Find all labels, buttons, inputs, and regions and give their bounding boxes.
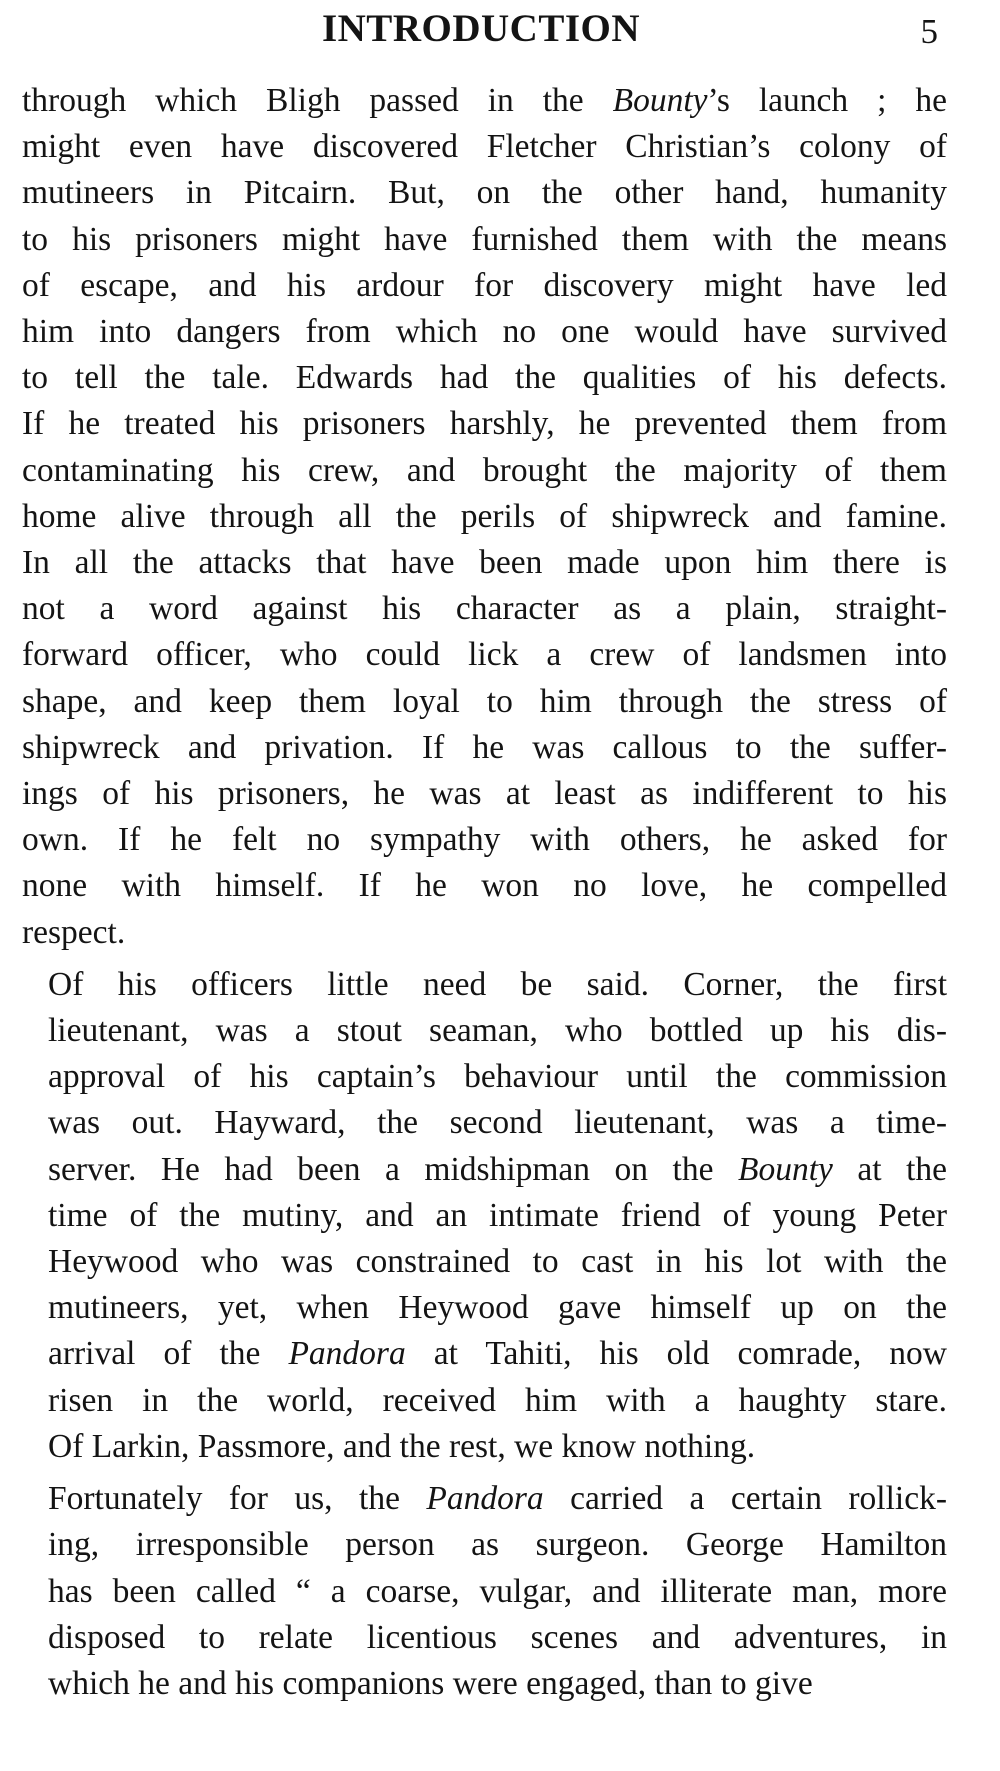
text-run: respect. bbox=[22, 913, 126, 951]
text-line bbox=[22, 1424, 947, 1470]
text-run: In all the attacks that have been made upon him there is bbox=[22, 544, 947, 582]
text-run: Of Larkin, Passmore, and the rest, we know nothing. bbox=[48, 1427, 756, 1465]
text-run: lieutenant, was a stout seaman, who bottled up his dis- bbox=[48, 1012, 947, 1050]
text-run: not a word against his character as a plain, straight- bbox=[22, 590, 947, 628]
text-run: contaminating his crew, and brought the majority of them bbox=[22, 451, 947, 489]
text-run: own. If he felt no sympathy with others, he asked for bbox=[22, 821, 947, 859]
text-run: at the bbox=[832, 1150, 947, 1188]
text-line bbox=[22, 1285, 947, 1331]
italic-ship-name: Bounty bbox=[738, 1150, 833, 1188]
text-line bbox=[22, 78, 947, 124]
text-line bbox=[22, 1331, 947, 1377]
text-run: Fortunately for us, the bbox=[48, 1480, 427, 1518]
text-line bbox=[22, 771, 947, 817]
italic-ship-name: Pandora bbox=[426, 1480, 544, 1518]
text-line bbox=[22, 679, 947, 725]
text-run: was out. Hayward, the second lieutenant, was a time- bbox=[48, 1104, 947, 1142]
text-run: shipwreck and privation. If he was callous to the suffer- bbox=[22, 728, 947, 766]
paragraph bbox=[22, 1476, 947, 1707]
text-line bbox=[22, 1569, 947, 1615]
text-run: shape, and keep them loyal to him through the stress of bbox=[22, 682, 947, 720]
text-line bbox=[22, 263, 947, 309]
text-line bbox=[22, 494, 947, 540]
text-line bbox=[22, 540, 947, 586]
text-line bbox=[22, 586, 947, 632]
text-run: ing, irresponsible person as surgeon. George Hamilton bbox=[48, 1526, 947, 1564]
text-line bbox=[22, 1476, 947, 1522]
text-run: Of his officers little need be said. Corner, the first bbox=[48, 965, 947, 1003]
text-run: mutineers, yet, when Heywood gave himself up on the bbox=[48, 1289, 947, 1327]
text-run: If he treated his prisoners harshly, he prevented them from bbox=[22, 405, 947, 443]
body-text bbox=[22, 78, 947, 1707]
text-line bbox=[22, 863, 947, 909]
text-run: mutineers in Pitcairn. But, on the other hand, humanity bbox=[22, 174, 947, 212]
text-run: home alive through all the perils of shipwreck and famine. bbox=[22, 497, 947, 535]
text-line bbox=[22, 1147, 947, 1193]
text-line bbox=[22, 1661, 947, 1707]
text-run: of escape, and his ardour for discovery might have led bbox=[22, 266, 947, 304]
text-line bbox=[22, 448, 947, 494]
text-run: arrival of the bbox=[48, 1335, 289, 1373]
text-line bbox=[22, 170, 947, 216]
italic-ship-name: Pandora bbox=[288, 1335, 406, 1373]
text-line bbox=[22, 1615, 947, 1661]
italic-ship-name: Bounty bbox=[612, 82, 708, 119]
paragraph bbox=[22, 962, 947, 1470]
text-run: time of the mutiny, and an intimate friend of young Peter bbox=[48, 1196, 947, 1234]
text-line bbox=[22, 910, 947, 956]
text-line bbox=[22, 1193, 947, 1239]
text-run: carried a certain rollick- bbox=[543, 1480, 947, 1518]
text-line bbox=[22, 1378, 947, 1424]
chapter-title: INTRODUCTION bbox=[321, 7, 641, 50]
text-run: risen in the world, received him with a haughty stare. bbox=[48, 1381, 947, 1419]
text-line bbox=[22, 1239, 947, 1285]
text-line bbox=[22, 124, 947, 170]
text-run: Heywood who was constrained to cast in his lot with the bbox=[48, 1243, 947, 1281]
text-run: has been called “ a coarse, vulgar, and illiterate man, more bbox=[48, 1572, 947, 1610]
paragraph bbox=[22, 78, 947, 956]
text-line bbox=[22, 1522, 947, 1568]
text-line bbox=[22, 355, 947, 401]
text-run: might even have discovered Fletcher Christian’s colony of bbox=[22, 128, 947, 166]
text-run: ings of his prisoners, he was at least as indifferent to his bbox=[22, 775, 947, 813]
text-run: ’s launch ; he bbox=[707, 82, 947, 119]
text-line bbox=[22, 401, 947, 447]
text-run: approval of his captain’s behaviour until the commission bbox=[48, 1058, 947, 1096]
text-run: him into dangers from which no one would have survived bbox=[22, 313, 947, 351]
text-run: at Tahiti, his old comrade, now bbox=[405, 1335, 947, 1373]
text-line bbox=[22, 1054, 947, 1100]
text-run: disposed to relate licentious scenes and adventures, in bbox=[48, 1618, 947, 1656]
text-run: none with himself. If he won no love, he compelled bbox=[22, 867, 947, 905]
text-line bbox=[22, 962, 947, 1008]
text-run: to tell the tale. Edwards had the qualities of his defects. bbox=[22, 359, 947, 397]
text-line bbox=[22, 817, 947, 863]
text-run: forward officer, who could lick a crew of landsmen into bbox=[22, 636, 947, 674]
text-line bbox=[22, 217, 947, 263]
text-line bbox=[22, 725, 947, 771]
text-run: through which Bligh passed in the bbox=[22, 82, 613, 119]
text-run: which he and his companions were engaged, than to give bbox=[48, 1664, 813, 1702]
text-line bbox=[22, 1008, 947, 1054]
running-head bbox=[0, 6, 1000, 58]
text-run: server. He had been a midshipman on the bbox=[48, 1150, 738, 1188]
text-line bbox=[22, 632, 947, 678]
page-number: 5 bbox=[920, 12, 938, 51]
text-run: to his prisoners might have furnished them with the means bbox=[22, 220, 947, 258]
text-line bbox=[22, 309, 947, 355]
text-line bbox=[22, 1100, 947, 1146]
